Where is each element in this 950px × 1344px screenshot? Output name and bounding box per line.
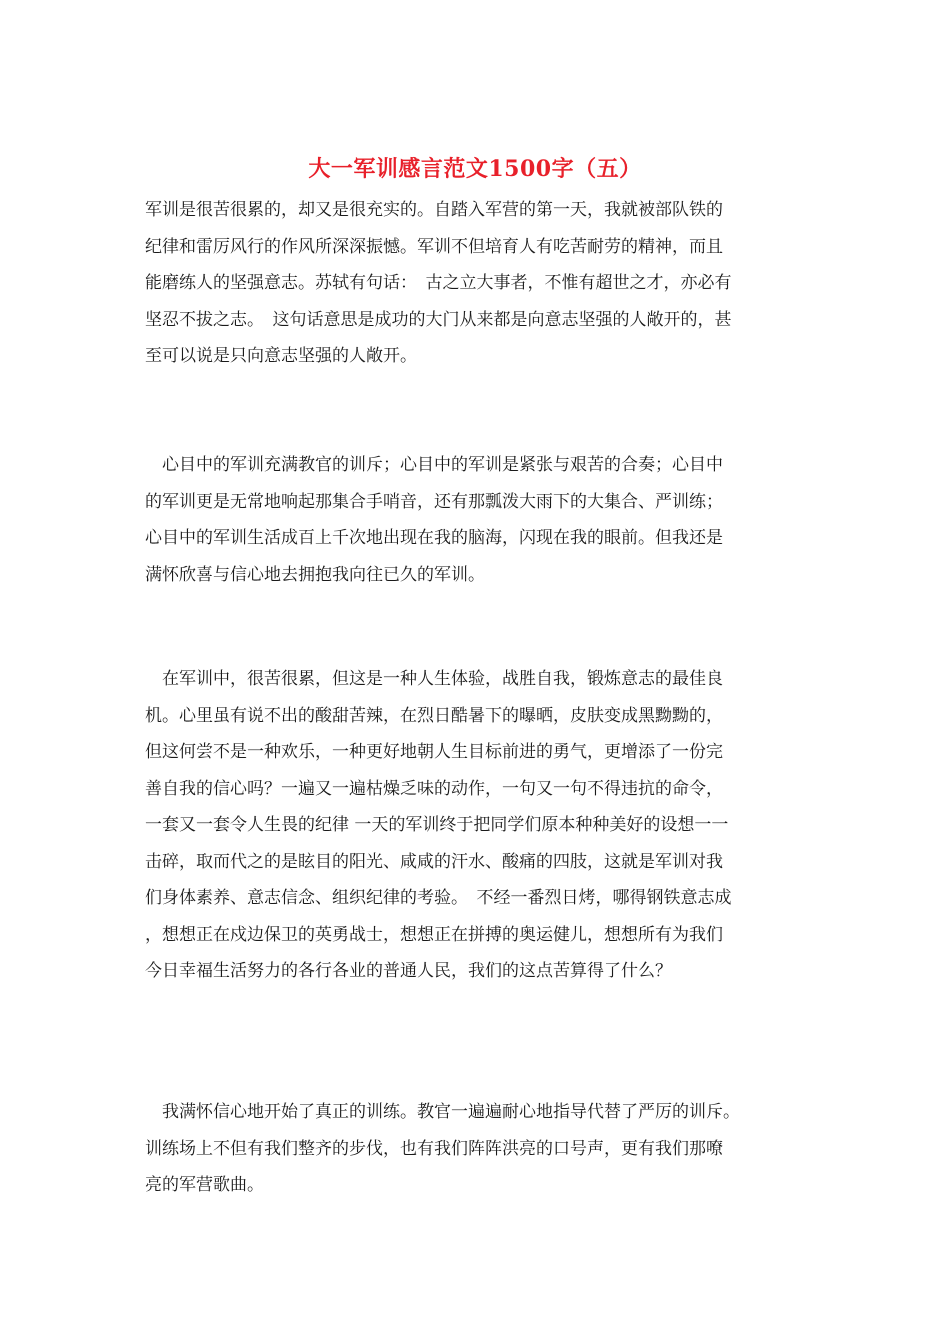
paragraph-line: 纪律和雷厉风行的作风所深深振憾。军训不但培育人有吃苦耐劳的精神，而且	[145, 236, 723, 257]
paragraph-line: 们身体素养、意志信念、组织纪律的考验。 不经一番烈日烤，哪得钢铁意志成	[145, 888, 732, 908]
paragraph-3	[145, 661, 810, 990]
paragraph-line: 击碎，取而代之的是眩目的阳光、咸咸的汗水、酸痛的四肢，这就是军训对我	[145, 851, 723, 872]
paragraph-line: 心目中的军训充满教官的训斥；心目中的军训是紧张与艰苦的合奏；心目中	[145, 455, 723, 475]
paragraph-line: 军训是很苦很累的，却又是很充实的。自踏入军营的第一天，我就被部队铁的	[145, 200, 723, 220]
paragraph-1	[145, 192, 810, 375]
paragraph-line: 的军训更是无常地响起那集合手哨音，还有那瓢泼大雨下的大集合、严训练；	[145, 491, 723, 512]
paragraph-line: 坚忍不拔之志。 这句话意思是成功的大门从来都是向意志坚强的人敞开的，甚	[145, 309, 732, 330]
paragraph-line: 但这何尝不是一种欢乐，一种更好地朝人生目标前进的勇气，更增添了一份完	[145, 742, 723, 762]
paragraph-line: 至可以说是只向意志坚强的人敞开。	[145, 346, 417, 366]
paragraph-line: 满怀欣喜与信心地去拥抱我向往已久的军训。	[145, 564, 485, 585]
paragraph-line: 善自我的信心吗？一遍又一遍枯燥乏味的动作，一句又一句不得违抗的命令，	[145, 778, 723, 799]
paragraph-line: 心目中的军训生活成百上千次地出现在我的脑海，闪现在我的眼前。但我还是	[145, 528, 723, 548]
paragraph-line: 机。心里虽有说不出的酸甜苦辣，在烈日酷暑下的曝晒，皮肤变成黑黝黝的，	[145, 705, 723, 726]
paragraph-2	[145, 447, 810, 593]
paragraph-line: 能磨练人的坚强意志。苏轼有句话： 古之立大事者，不惟有超世之才，亦必有	[145, 273, 732, 293]
paragraph-line: 一套又一套令人生畏的纪律 一天的军训终于把同学们原本种种美好的设想一一	[145, 815, 729, 835]
document-title: 大一军训感言范文1500字（五）	[308, 156, 642, 182]
paragraph-line: 训练场上不但有我们整齐的步伐，也有我们阵阵洪亮的口号声，更有我们那嘹	[145, 1138, 723, 1159]
paragraph-line: 今日幸福生活努力的各行各业的普通人民，我们的这点苦算得了什么？	[145, 961, 672, 981]
paragraph-line: 我满怀信心地开始了真正的训练。教官一遍遍耐心地指导代替了严厉的训斥。	[145, 1102, 740, 1122]
paragraph-4	[145, 1094, 810, 1204]
paragraph-line: 在军训中，很苦很累，但这是一种人生体验，战胜自我，锻炼意志的最佳良	[145, 669, 723, 689]
paragraph-line: 亮的军营歌曲。	[145, 1175, 264, 1195]
paragraph-line: ，想想正在戍边保卫的英勇战士，想想正在拼搏的奥运健儿，想想所有为我们	[145, 924, 723, 945]
